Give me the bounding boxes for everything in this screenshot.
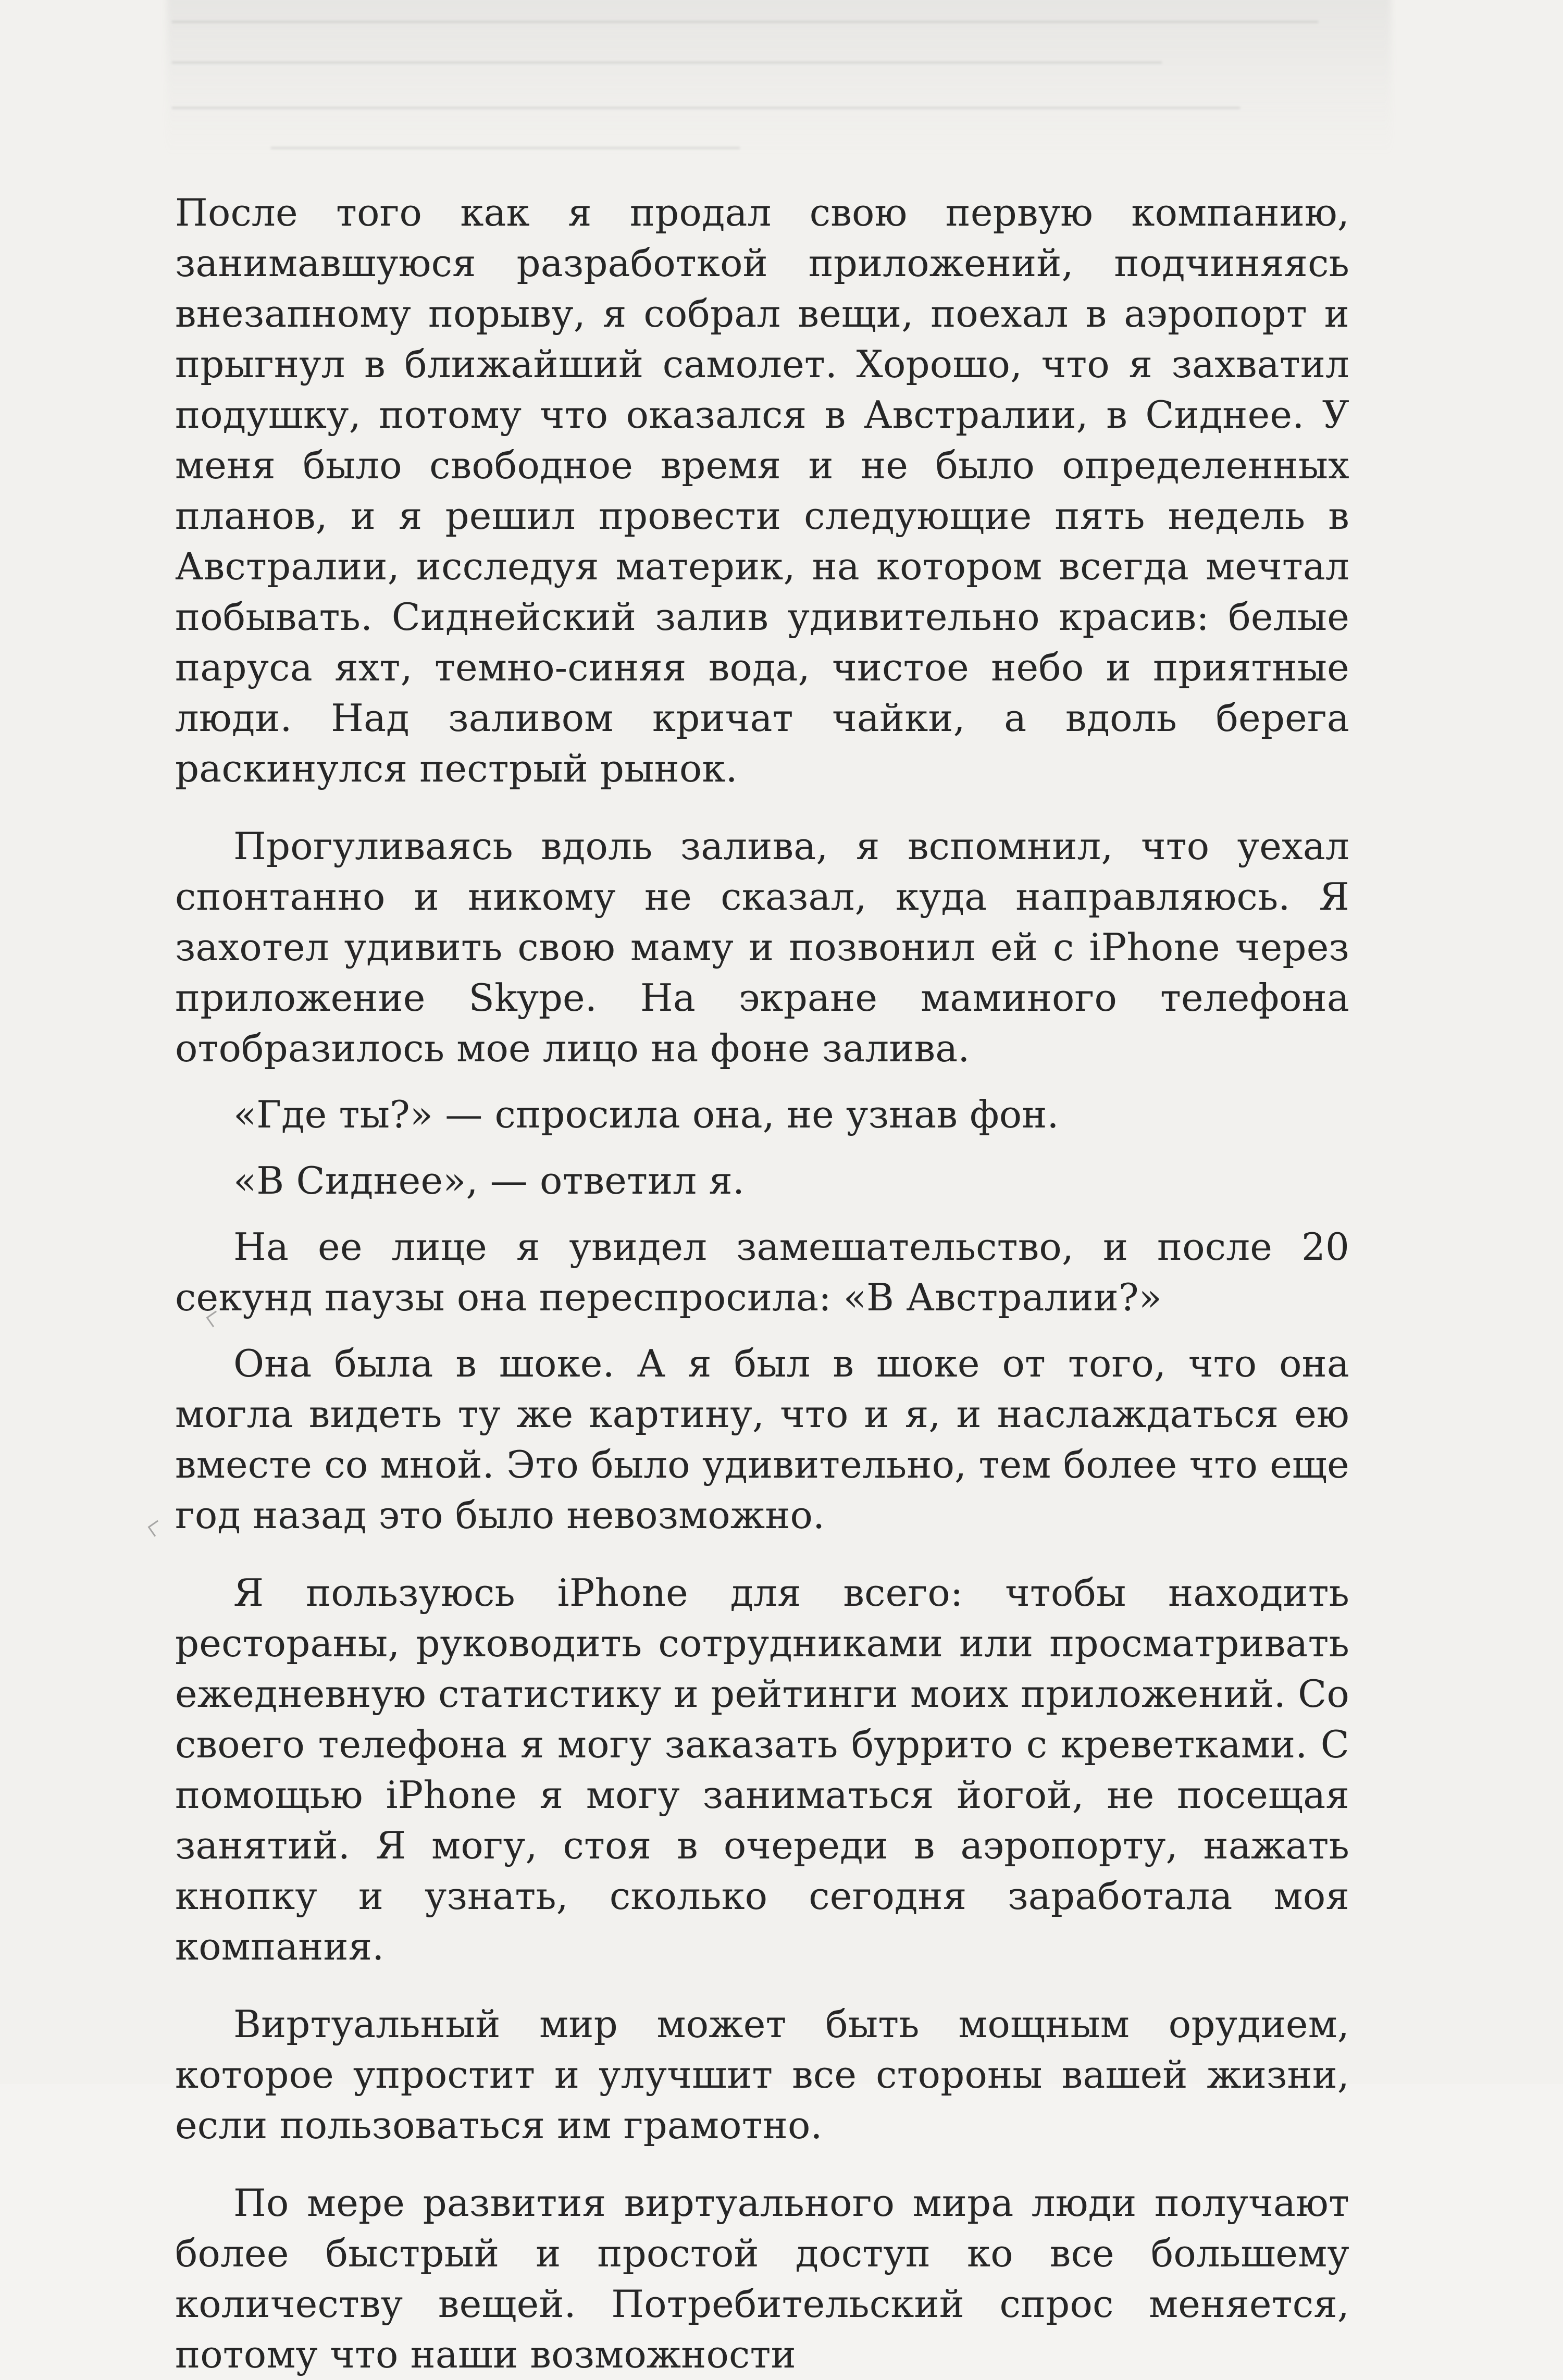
paragraph: Виртуальный мир может быть мощным орудием, которое упростит и улучшит все стороны вашей жизни, если пользоваться им грамотно. [175,2002,1349,2147]
show-through-line [172,21,1318,23]
paragraph: На ее лице я увидел замешательство, и после 20 секунд паузы она переспросила: «В Австралии?» [175,1225,1349,1319]
paragraph: После того как я продал свою первую компанию, занимавшуюся разработкой приложений, подчиняясь внезапному порыву, я собрал вещи, поехал в аэропорт и прыгнул в ближайший самолет. Хорошо, что я захватил подушку, потому что оказался в Австралии, в Сиднее. У меня было свободное время и не было определенных планов, и я решил провести следующие пять недель в Австралии, исследуя материк, на котором всегда мечтал побывать. Сиднейский залив удивительно красив: белые паруса яхт, темно-синяя вода, чистое небо и приятные люди. Над заливом кричат чайки, а вдоль берега раскинулся пестрый рынок. [175,191,1349,790]
show-through-line [172,107,1240,109]
page-body [175,188,1349,2380]
show-through-text-top [167,0,1391,156]
pencil-mark [147,1520,164,1536]
show-through-line [271,147,740,149]
show-through-line [172,61,1162,64]
paragraph: «В Сиднее», — ответил я. [233,1159,745,1203]
paragraph: Она была в шоке. А я был в шоке от того, что она могла видеть ту же картину, что и я, и наслаждаться ею вместе со мной. Это было удивительно, тем более что еще год назад это было невозможно. [175,1342,1349,1537]
paragraph: По мере развития виртуального мира люди получают более быстрый и простой доступ ко все большему количеству вещей. Потребительский спрос меняется, потому что наши возможности [175,2181,1349,2376]
paragraph: Прогуливаясь вдоль залива, я вспомнил, что уехал спонтанно и никому не сказал, куда направляюсь. Я захотел удивить свою маму и позвонил ей с iPhone через приложение Skype. На экране маминого телефона отобразилось мое лицо на фоне залива. [175,824,1349,1070]
paragraph: «Где ты?» — спросила она, не узнав фон. [233,1093,1059,1136]
paragraph: Я пользуюсь iPhone для всего: чтобы находить рестораны, руководить сотрудниками или просматривать ежедневную статистику и рейтинги моих приложений. Со своего телефона я могу заказать буррито с креветками. С помощью iPhone я могу заниматься йогой, не посещая занятий. Я могу, стоя в очереди в аэропорту, нажать кнопку и узнать, сколько сегодня заработала моя компания. [175,1571,1349,1968]
